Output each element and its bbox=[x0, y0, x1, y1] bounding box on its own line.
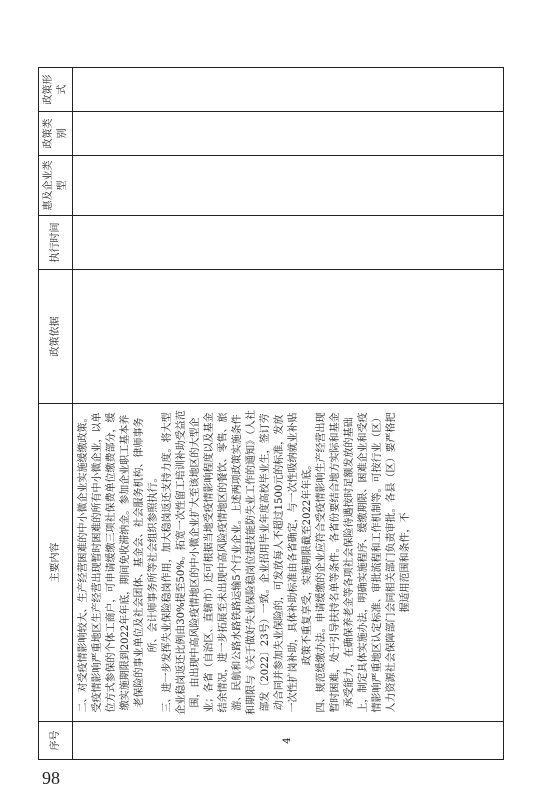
rotated-page bbox=[38, 68, 504, 760]
page-number: 98 bbox=[42, 768, 60, 788]
exec-time-cell bbox=[73, 216, 504, 270]
paragraph: 三、进一步发挥失业保险稳岗作用，加大稳岗返还支持力度。将大型企业稳岗返还比例由30%提至50%。拓宽一次性留工培训补助受益范围，由出现中高风险疫情地区的中小微企业扩大至该地区的大型企业；各省（自治区、直辖市）还可根据当地受疫情影响程度以及基金结余情况，进一步拓展至未出现中高风险疫情地区的餐饮、零售、旅游、民航和公路水路铁路运输5个行业企业。上述两项政策实施条件和期限与《关于做好失业保险稳岗位提技能防失业工作的通知》（人社部发〔2022〕23号）一致。企业招用毕业年度高校毕业生，签订劳动合同并参加失业保险的，可发放每人不超过1500元的标准，发放一次性扩岗补助，具体补助标准由各省确定，与一次性吸纳就业补贴政策不重复享受，实施期限截至2022年年底。 bbox=[162, 410, 314, 715]
header-benefit-type: 惠及企业类型 bbox=[39, 156, 73, 216]
table-row bbox=[73, 68, 504, 760]
benefit-type-cell bbox=[73, 156, 504, 216]
header-policy-basis: 政策依据 bbox=[39, 270, 73, 404]
main-content-cell bbox=[73, 404, 504, 722]
policy-form-cell bbox=[73, 68, 504, 112]
policy-table bbox=[38, 67, 504, 760]
header-main-content: 主要内容 bbox=[39, 404, 73, 722]
policy-category-cell bbox=[73, 112, 504, 156]
paragraph: 四、规范缓缴办法。申请缓缴的企业应符合受疫情影响生产经营出现暂时困难，处于引导扶持名单等条件。各省份要结合地方实际和基金承受能力，在确保养老金等各项社会保险待遇按时足额发放的基础上，制定具体实施办法，明确实施程序、缓缴期限、困难企业和受疫情影响严重地区认定标准、审批流程和工作机制等。可按行业（区）人力资源社会保障部门会同相关部门负责审批。各县（区）要严格把握适用范围和条件，不 bbox=[316, 412, 412, 713]
table-header-row bbox=[39, 68, 73, 760]
policy-basis-cell bbox=[73, 270, 504, 404]
row-seq-cell: 4 bbox=[73, 722, 504, 760]
header-policy-category: 政策类别 bbox=[39, 112, 73, 156]
paragraph: 二、对受疫情影响较大、生产经营困难的中小微企业实施缓缴政策。受疫情影响严重地区生产经营出现暂时困难的所有中小微企业，以单位方式参保的个体工商户，可申请缓缴三项社保费单位缴费部分，缓缴实施期限到2022年年底，期间免收滞纳金。参加企业职工基本养老保险的事业单位及社会团体、基金会、社会服务机构、律师事务所、会计师事务所等社会组织参照执行。 bbox=[78, 412, 160, 713]
header-policy-form: 政策形式 bbox=[39, 68, 73, 112]
header-seq: 序号 bbox=[39, 722, 73, 760]
header-exec-time: 执行时间 bbox=[39, 216, 73, 270]
